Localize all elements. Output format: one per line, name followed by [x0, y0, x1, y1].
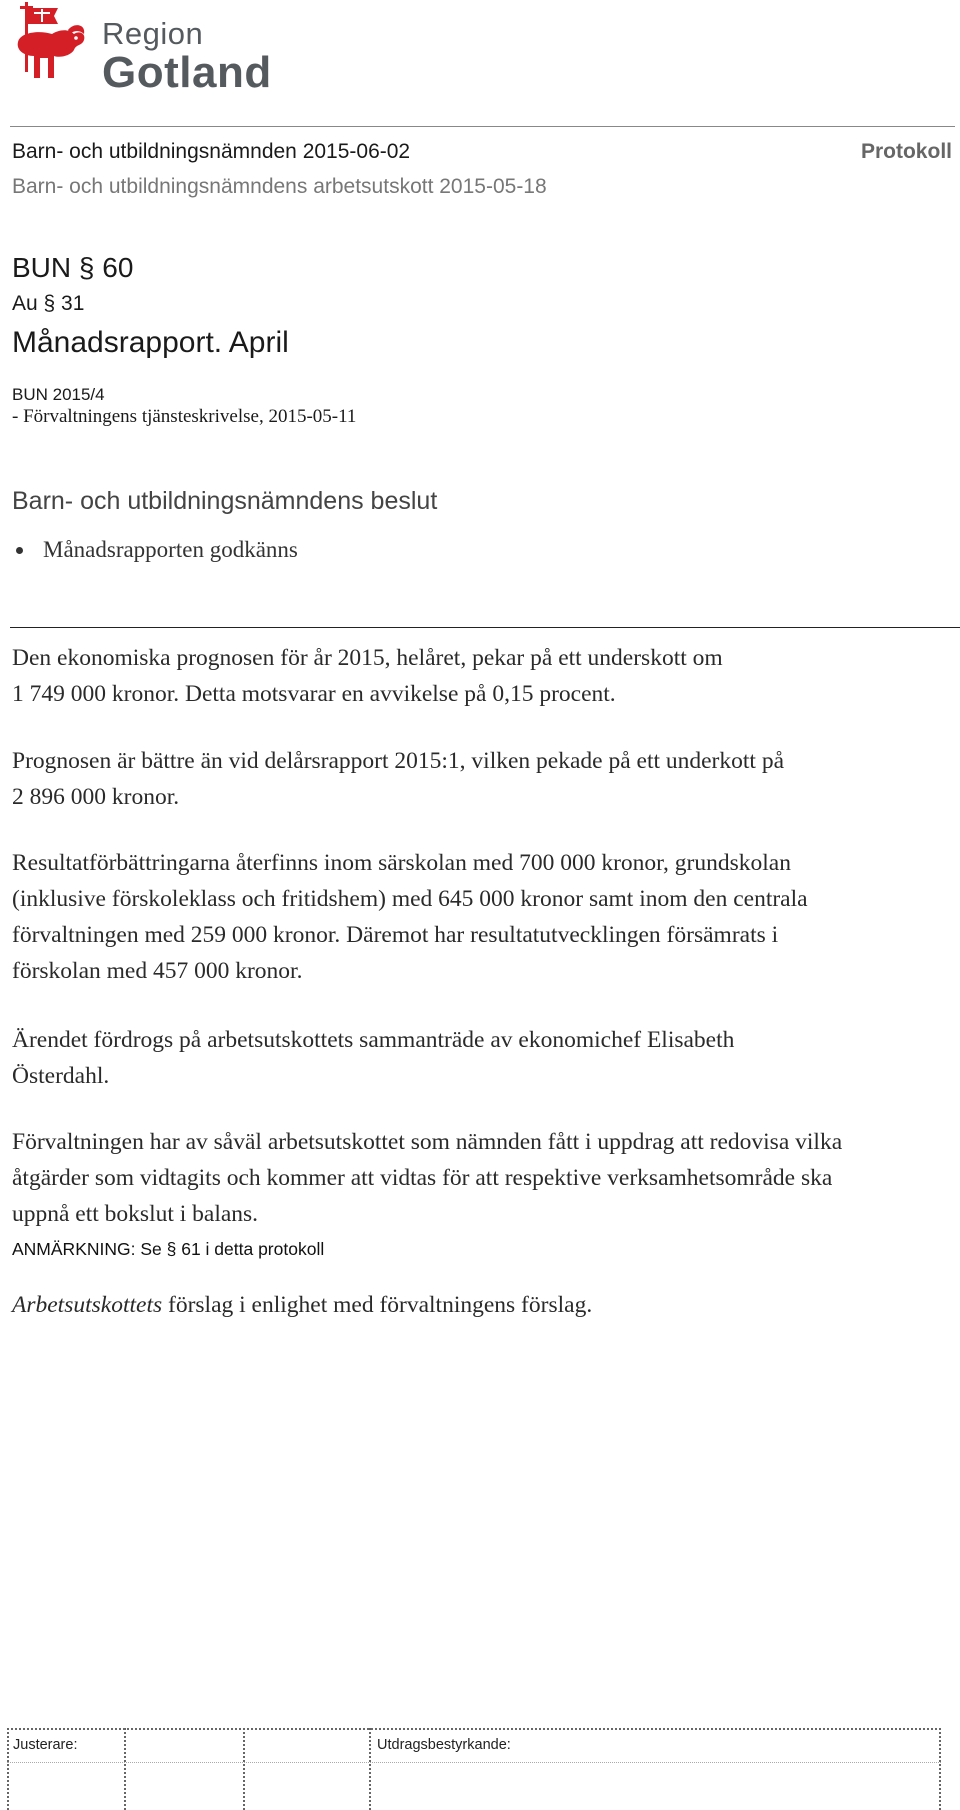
- decision-bullet-item: [12, 537, 298, 563]
- footer-top-border: [7, 1728, 941, 1730]
- document-type: Protokoll: [860, 140, 952, 163]
- reference-document: - Förvaltningens tjänsteskrivelse, 2015-05-11: [12, 406, 357, 427]
- paragraph-forecast: [12, 640, 952, 712]
- text-line: Resultatförbättringarna återfinns inom särskolan med 700 000 kronor, grundskolan: [12, 850, 791, 876]
- footer-divider: [243, 1728, 245, 1810]
- text-line: förvaltningen med 259 000 kronor. Däremot har resultatutvecklingen försämrats i: [12, 922, 779, 948]
- paragraph-comparison: [12, 743, 952, 815]
- section-divider: [10, 627, 960, 628]
- meeting-header: Barn- och utbildningsnämnden 2015-06-02: [12, 140, 411, 163]
- case-number: BUN 2015/4: [12, 385, 105, 404]
- committee-meeting-header: Barn- och utbildningsnämndens arbetsutskott 2015-05-18: [12, 175, 547, 198]
- certifier-label: Utdragsbestyrkande:: [377, 1737, 511, 1753]
- text-line: uppnå ett bokslut i balans.: [12, 1201, 259, 1227]
- adjuster-label: Justerare:: [13, 1737, 78, 1753]
- text-line: Förvaltningen har av såväl arbetsutskottet som nämnden fått i uppdrag att redovisa vilka: [12, 1129, 843, 1155]
- logo-gotland-text: Gotland: [102, 48, 272, 97]
- footer-mid-border: [7, 1762, 941, 1763]
- text-line: Den ekonomiska prognosen för år 2015, helåret, pekar på ett underskott om: [12, 645, 723, 671]
- paragraph-improvements: [12, 845, 952, 989]
- logo-region-text: Region: [102, 16, 204, 51]
- decision-bullet-text: Månadsrapporten godkänns: [43, 537, 298, 562]
- region-gotland-logo: [10, 0, 272, 97]
- text-line: Ärendet fördrogs på arbetsutskottets sammanträde av ekonomichef Elisabeth: [12, 1027, 735, 1053]
- signature-footer: [7, 1728, 941, 1810]
- page-title: Månadsrapport. April: [12, 326, 289, 359]
- header-divider: [10, 126, 955, 127]
- text-line: 1 749 000 kronor. Detta motsvarar en avvikelse på 0,15 procent.: [12, 681, 616, 707]
- text-line: förskolan med 457 000 kronor.: [12, 958, 303, 984]
- paragraph-presentation: [12, 1022, 952, 1094]
- bullet-icon: [16, 547, 23, 554]
- proposal-italic-text: Arbetsutskottets: [12, 1292, 163, 1318]
- text-line: 2 896 000 kronor.: [12, 784, 180, 810]
- text-line: Österdahl.: [12, 1063, 110, 1089]
- paragraph-assignment: [12, 1124, 952, 1232]
- decision-heading: Barn- och utbildningsnämndens beslut: [12, 487, 438, 515]
- proposal-text: förslag i enlighet med förvaltningens förslag.: [162, 1292, 593, 1318]
- footer-divider: [939, 1728, 941, 1810]
- text-line: (inklusive förskoleklass och fritidshem) med 645 000 kronor samt inom den centrala: [12, 886, 808, 912]
- remark-note: ANMÄRKNING: Se § 61 i detta protokoll: [12, 1239, 325, 1259]
- footer-divider: [369, 1728, 371, 1810]
- text-line: Prognosen är bättre än vid delårsrapport 2015:1, vilken pekade på ett underkott på: [12, 748, 785, 774]
- ram-emblem-icon: [10, 0, 92, 90]
- au-paragraph-number: Au § 31: [12, 292, 85, 315]
- paragraph-proposal: [12, 1287, 952, 1323]
- text-line: åtgärder som vidtagits och kommer att vidtas för att respektive verksamhetsområde ska: [12, 1165, 833, 1191]
- footer-divider: [7, 1728, 9, 1810]
- footer-divider: [124, 1728, 126, 1810]
- paragraph-number: BUN § 60: [12, 252, 134, 283]
